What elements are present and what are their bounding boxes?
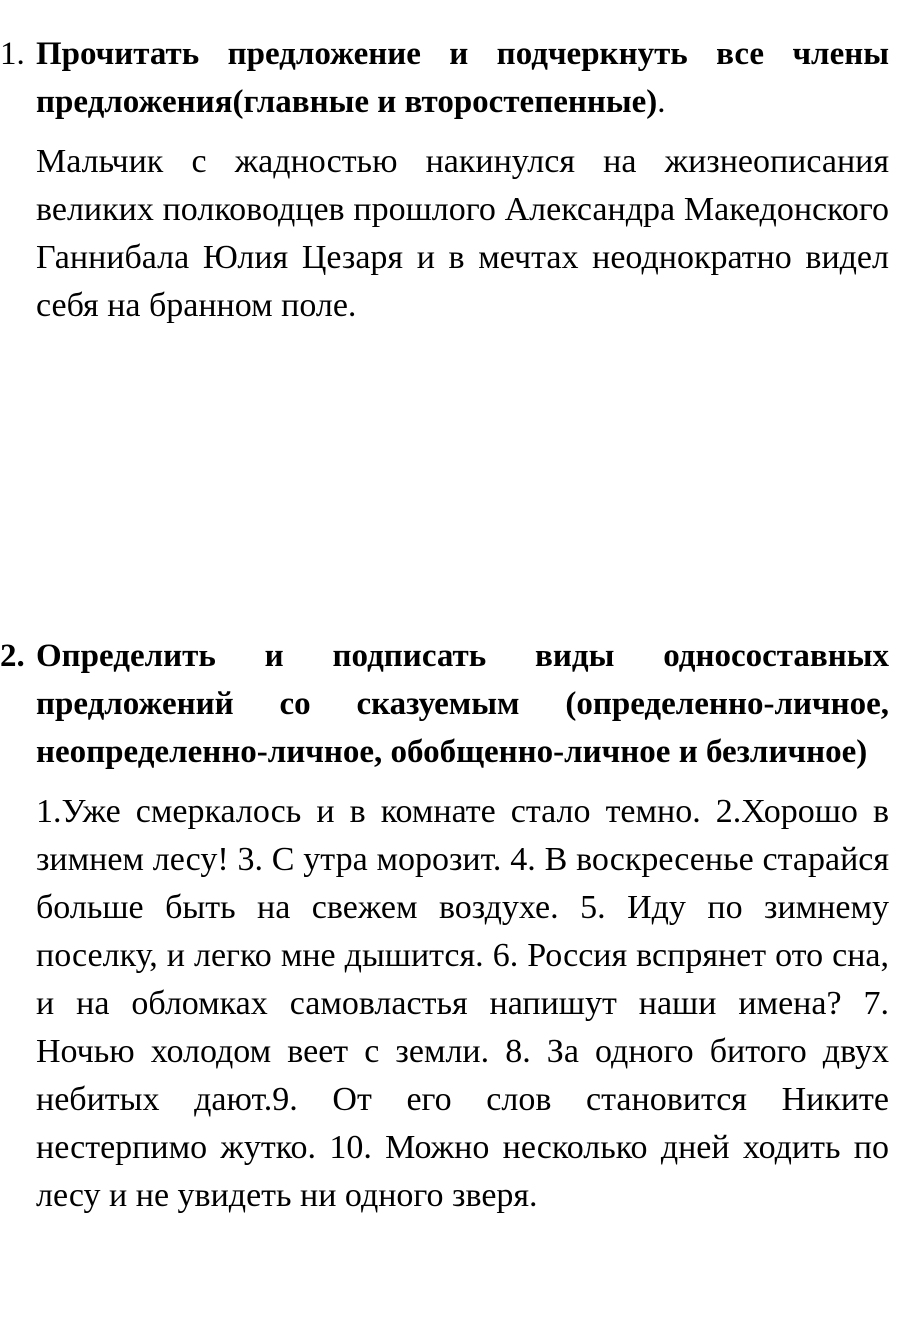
task-1-title-end: . <box>657 84 666 120</box>
task-2-sentences: 1.Уже смеркалось и в комнате стало темно. 2.Хорошо в зимнем лесу! 3. С утра морозит. 4. В воскресенье старайся больше быть на свежем воздухе. 5. Иду по зимнему поселку, и легко мне дышится. 6. Россия вспрянет ото сна, и на обломках самовластья напишут наши имена? 7. Ночью холодом веет с земли. 8. За одного битого двух небитых дают.9. От его слов становится Никите нестерпимо жутко. 10. Можно несколько дней ходить по лесу и не увидеть ни одного зверя. <box>36 793 889 1214</box>
task-1-title: Прочитать предложение и подчеркнуть все члены предложения(главные и второстепенные) <box>36 36 889 120</box>
task-2-title: Определить и подписать виды односоставных предложений со сказуемым (определенно-личное, неопределенно-личное, обобщенно-личное и безличное) <box>36 638 889 770</box>
task-2-number: 2. <box>0 638 25 674</box>
task-1-sentence: Мальчик с жадностью накинулся на жизнеописания великих полководцев прошлого Александра Македонского Ганнибала Юлия Цезаря и в мечтах неоднократно видел себя на бранном поле. <box>36 143 889 324</box>
task-1 <box>0 30 889 330</box>
task-1-heading <box>0 30 889 126</box>
task-1-number: 1. <box>0 36 25 72</box>
task-2 <box>0 632 889 1220</box>
task-2-heading <box>0 632 889 776</box>
